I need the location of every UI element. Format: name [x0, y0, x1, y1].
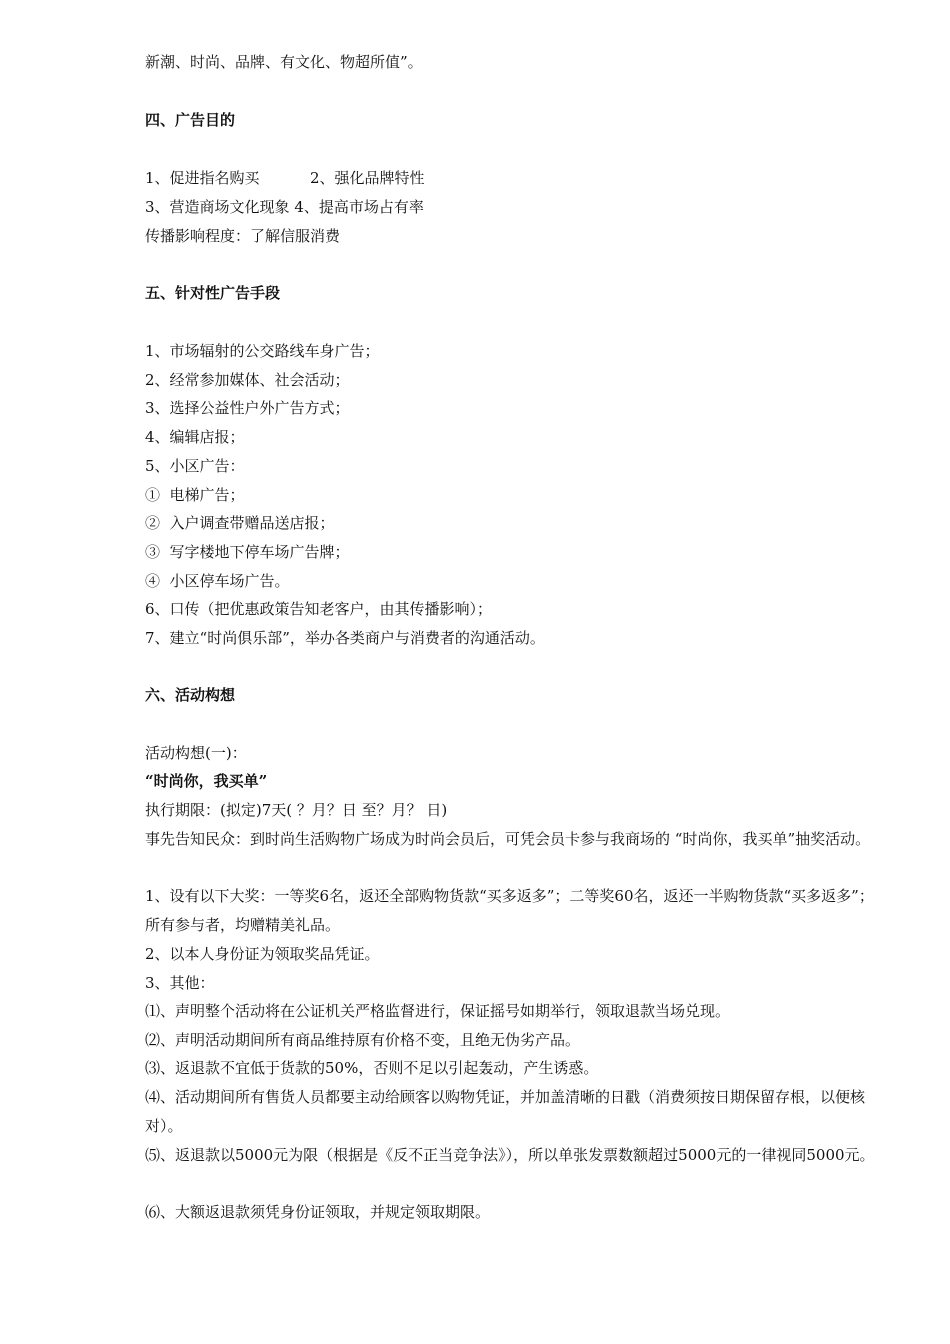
goal-1: 1、促进指名购买 — [145, 169, 260, 187]
rule-item: ⑴、声明整个活动将在公证机关严格监督进行，保证摇号如期举行，领取退款当场兑现。 — [145, 1002, 731, 1020]
list-item: 2、经常参加媒体、社会活动； — [145, 371, 350, 389]
section5-heading: 五、针对性广告手段 — [145, 284, 281, 302]
rule-item: ⑷、活动期间所有售货人员都要主动给顾客以购物凭证，并加盖清晰的日戳（消费须按日期保留存根，以便核对）。 — [145, 1088, 866, 1135]
list-item: ③ 写字楼地下停车场广告牌； — [145, 543, 350, 561]
goal-2: 2、强化品牌特性 — [310, 169, 425, 187]
list-item: 5、小区广告： — [145, 457, 245, 475]
goal-4: 4、提高市场占有率 — [294, 198, 424, 216]
rule-item: ⑸、返退款以5000元为限（根据是《反不正当竞争法》），所以单张发票数额超过5000元的一律视同5000元。 — [145, 1146, 875, 1164]
section4-heading: 四、广告目的 — [145, 111, 236, 129]
list-item: 6、口传（把优惠政策告知老客户，由其传播影响）； — [145, 600, 493, 618]
list-item: ④ 小区停车场广告。 — [145, 572, 290, 590]
ad-goals-row-2 — [145, 193, 424, 222]
prize-rule: 1、设有以下大奖：一等奖6名，返还全部购物货款“买多返多”；二等奖60名，返还一半购物货款“买多返多”；所有参与者，均赠精美礼品。 — [145, 887, 874, 934]
rule-item: ⑹、大额返退款须凭身份证领取，并规定领取期限。 — [145, 1203, 491, 1221]
list-item: 3、选择公益性户外广告方式； — [145, 399, 350, 417]
goal-3: 3、营造商场文化现象 — [145, 198, 290, 216]
activity-subheading: 活动构想(一)： — [145, 744, 247, 762]
list-item: ② 入户调查带赠品送店报； — [145, 514, 335, 532]
reach-line: 传播影响程度：了解信服消费 — [145, 227, 341, 245]
activity-period: 执行期限：(拟定)7天( ？月？日 至？月？ 日) — [145, 801, 448, 819]
ad-goals-row-1 — [145, 164, 425, 193]
list-item: 1、市场辐射的公交路线车身广告； — [145, 342, 380, 360]
list-item: ① 电梯广告； — [145, 486, 245, 504]
id-rule: 2、以本人身份证为领取奖品凭证。 — [145, 945, 380, 963]
rule-item: ⑶、返退款不宜低于货款的50%，否则不足以引起轰动，产生诱惑。 — [145, 1059, 599, 1077]
other-heading: 3、其他： — [145, 974, 215, 992]
activity-title: “时尚你，我买单” — [145, 772, 268, 790]
rule-item: ⑵、声明活动期间所有商品维持原有价格不变，且绝无伪劣产品。 — [145, 1031, 581, 1049]
intro-line: 新潮、时尚、品牌、有文化、物超所值”。 — [145, 53, 423, 71]
activity-notice: 事先告知民众：到时尚生活购物广场成为时尚会员后，可凭会员卡参与我商场的 “时尚你，我买单”抽奖活动。 — [145, 830, 871, 848]
list-item: 4、编辑店报； — [145, 428, 245, 446]
list-item: 7、建立“时尚俱乐部”，举办各类商户与消费者的沟通活动。 — [145, 629, 545, 647]
section6-heading: 六、活动构想 — [145, 686, 236, 704]
